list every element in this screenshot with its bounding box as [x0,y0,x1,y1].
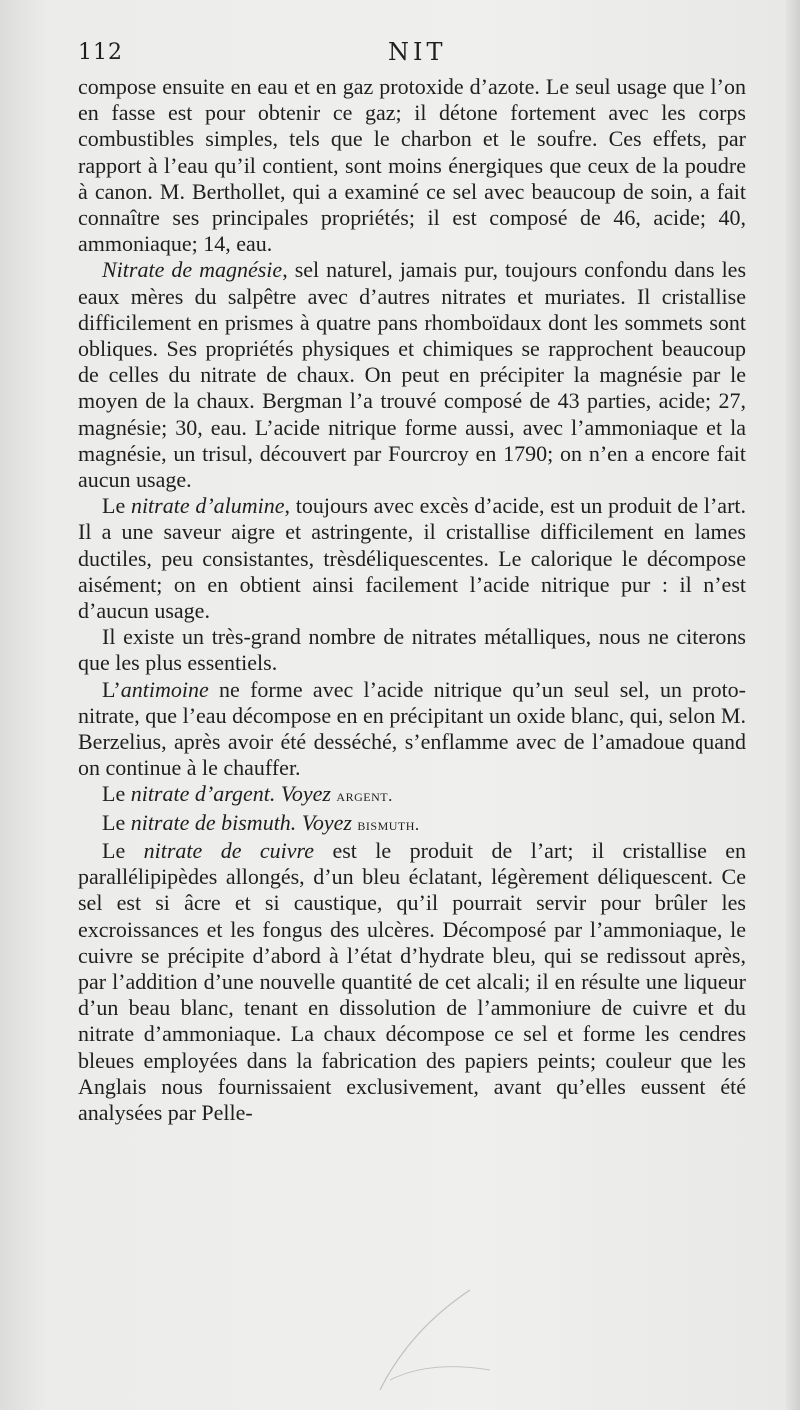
term-heading: nitrate d’alumine [130,493,285,519]
paragraph-nitrate-magnesie: Nitrate de magnésie, sel naturel, jamais pur, toujours confondu dans les eaux mères du salpêtre avec d’autres nitrates et muriates. Il cristallise difficilement en prismes à quatre pans rhomboïdaux dont les sommets sont obliques. Ses propriétés physiques et chimiques se rapprochent beaucoup de celles du nitrate de chaux. On peut en précipiter la magnésie par le moyen de la chaux. Bergman l’a trouvé composé de 43 parties, acide; 27, magnésie; 30, eau. L’acide nitrique forme aussi, avec l’ammoniaque et la magnésie, un trisul, découvert par Fourcroy en 1790; on n’en a encore fait aucun usage. [78,257,747,493]
term-heading: antimoine [120,676,209,702]
paragraph-continuation: compose ensuite en eau et en gaz protoxide d’azote. Le seul usage que l’on en fasse est pour obtenir ce gaz; il détone fortement avec les corps combustibles simples, tels que le charbon et le soufre. Ces effets, par rapport à l’eau qu’il contient, sont moins énergiques que ceux de la poudre à canon. M. Berthollet, qui a examiné ce sel avec beaucoup de soin, a fait connaître ses principales propriétés; il est composé de 46, acide; 40, ammoniaque; 14, eau. [78,74,746,257]
page-header [78,40,746,72]
paragraph-nitrate-alumine: Le nitrate d’alumine, toujours avec excès d’acide, est un produit de l’art. Il a une saveur aigre et astringente, il cristallise difficilement en lames ductiles, peu consistantes, trèsdéliquescentes. Le calorique le décompose aisément; on en obtient ainsi facilement l’acide nitrique pur : il n’est d’aucun usage. [78,493,747,624]
running-head: NIT [388,38,447,66]
term-heading: Nitrate de magnésie [102,257,283,283]
page-number: 112 [78,40,123,65]
cross-reference-argent: Le nitrate d’argent. Voyez argent. [102,781,393,807]
pencil-scribble-mark [350,1270,510,1400]
paragraph-nitrates-metalliques: Il existe un très-grand nombre de nitrates métalliques, nous ne citerons que les plus essentiels. [78,624,746,676]
paragraph-nitrate-cuivre: Le nitrate de cuivre est le produit de l’art; il cristallise en parallélipipèdes allongés, d’un bleu éclatant, légèrement déliquescent. Ce sel est si âcre et si caustique, qu’il pourrait servir pour brûler les excroissances et les fongus des ulcères. Décomposé par l’ammoniaque, le cuivre se précipite d’abord à l’état d’hydrate bleu, qui se redissout après, par l’addition d’une nouvelle quantité de cet alcali; il en résulte une liqueur d’un beau blanc, tenant en dissolution de l’ammoniure de cuivre et du nitrate d’ammoniaque. La chaux décompose ce sel et forme les cendres bleues employées dans la fabrication des papiers peints; couleur que les Anglais nous fournissaient exclusivement, avant qu’elles eussent été analysées par Pelle- [78,837,747,1125]
cross-reference-bismuth: Le nitrate de bismuth. Voyez bismuth. [102,809,420,835]
term-heading: nitrate de cuivre [143,837,315,863]
body-text [78,74,746,1126]
page-gutter-shadow [786,0,800,1410]
paragraph-antimoine: L’antimoine ne forme avec l’acide nitrique qu’un seul sel, un proto-nitrate, que l’eau décompose en en précipitant un oxide blanc, qui, selon M. Berzelius, après avoir été desséché, s’enflamme avec de l’amadoue quand on continue à le chauffer. [78,676,747,781]
